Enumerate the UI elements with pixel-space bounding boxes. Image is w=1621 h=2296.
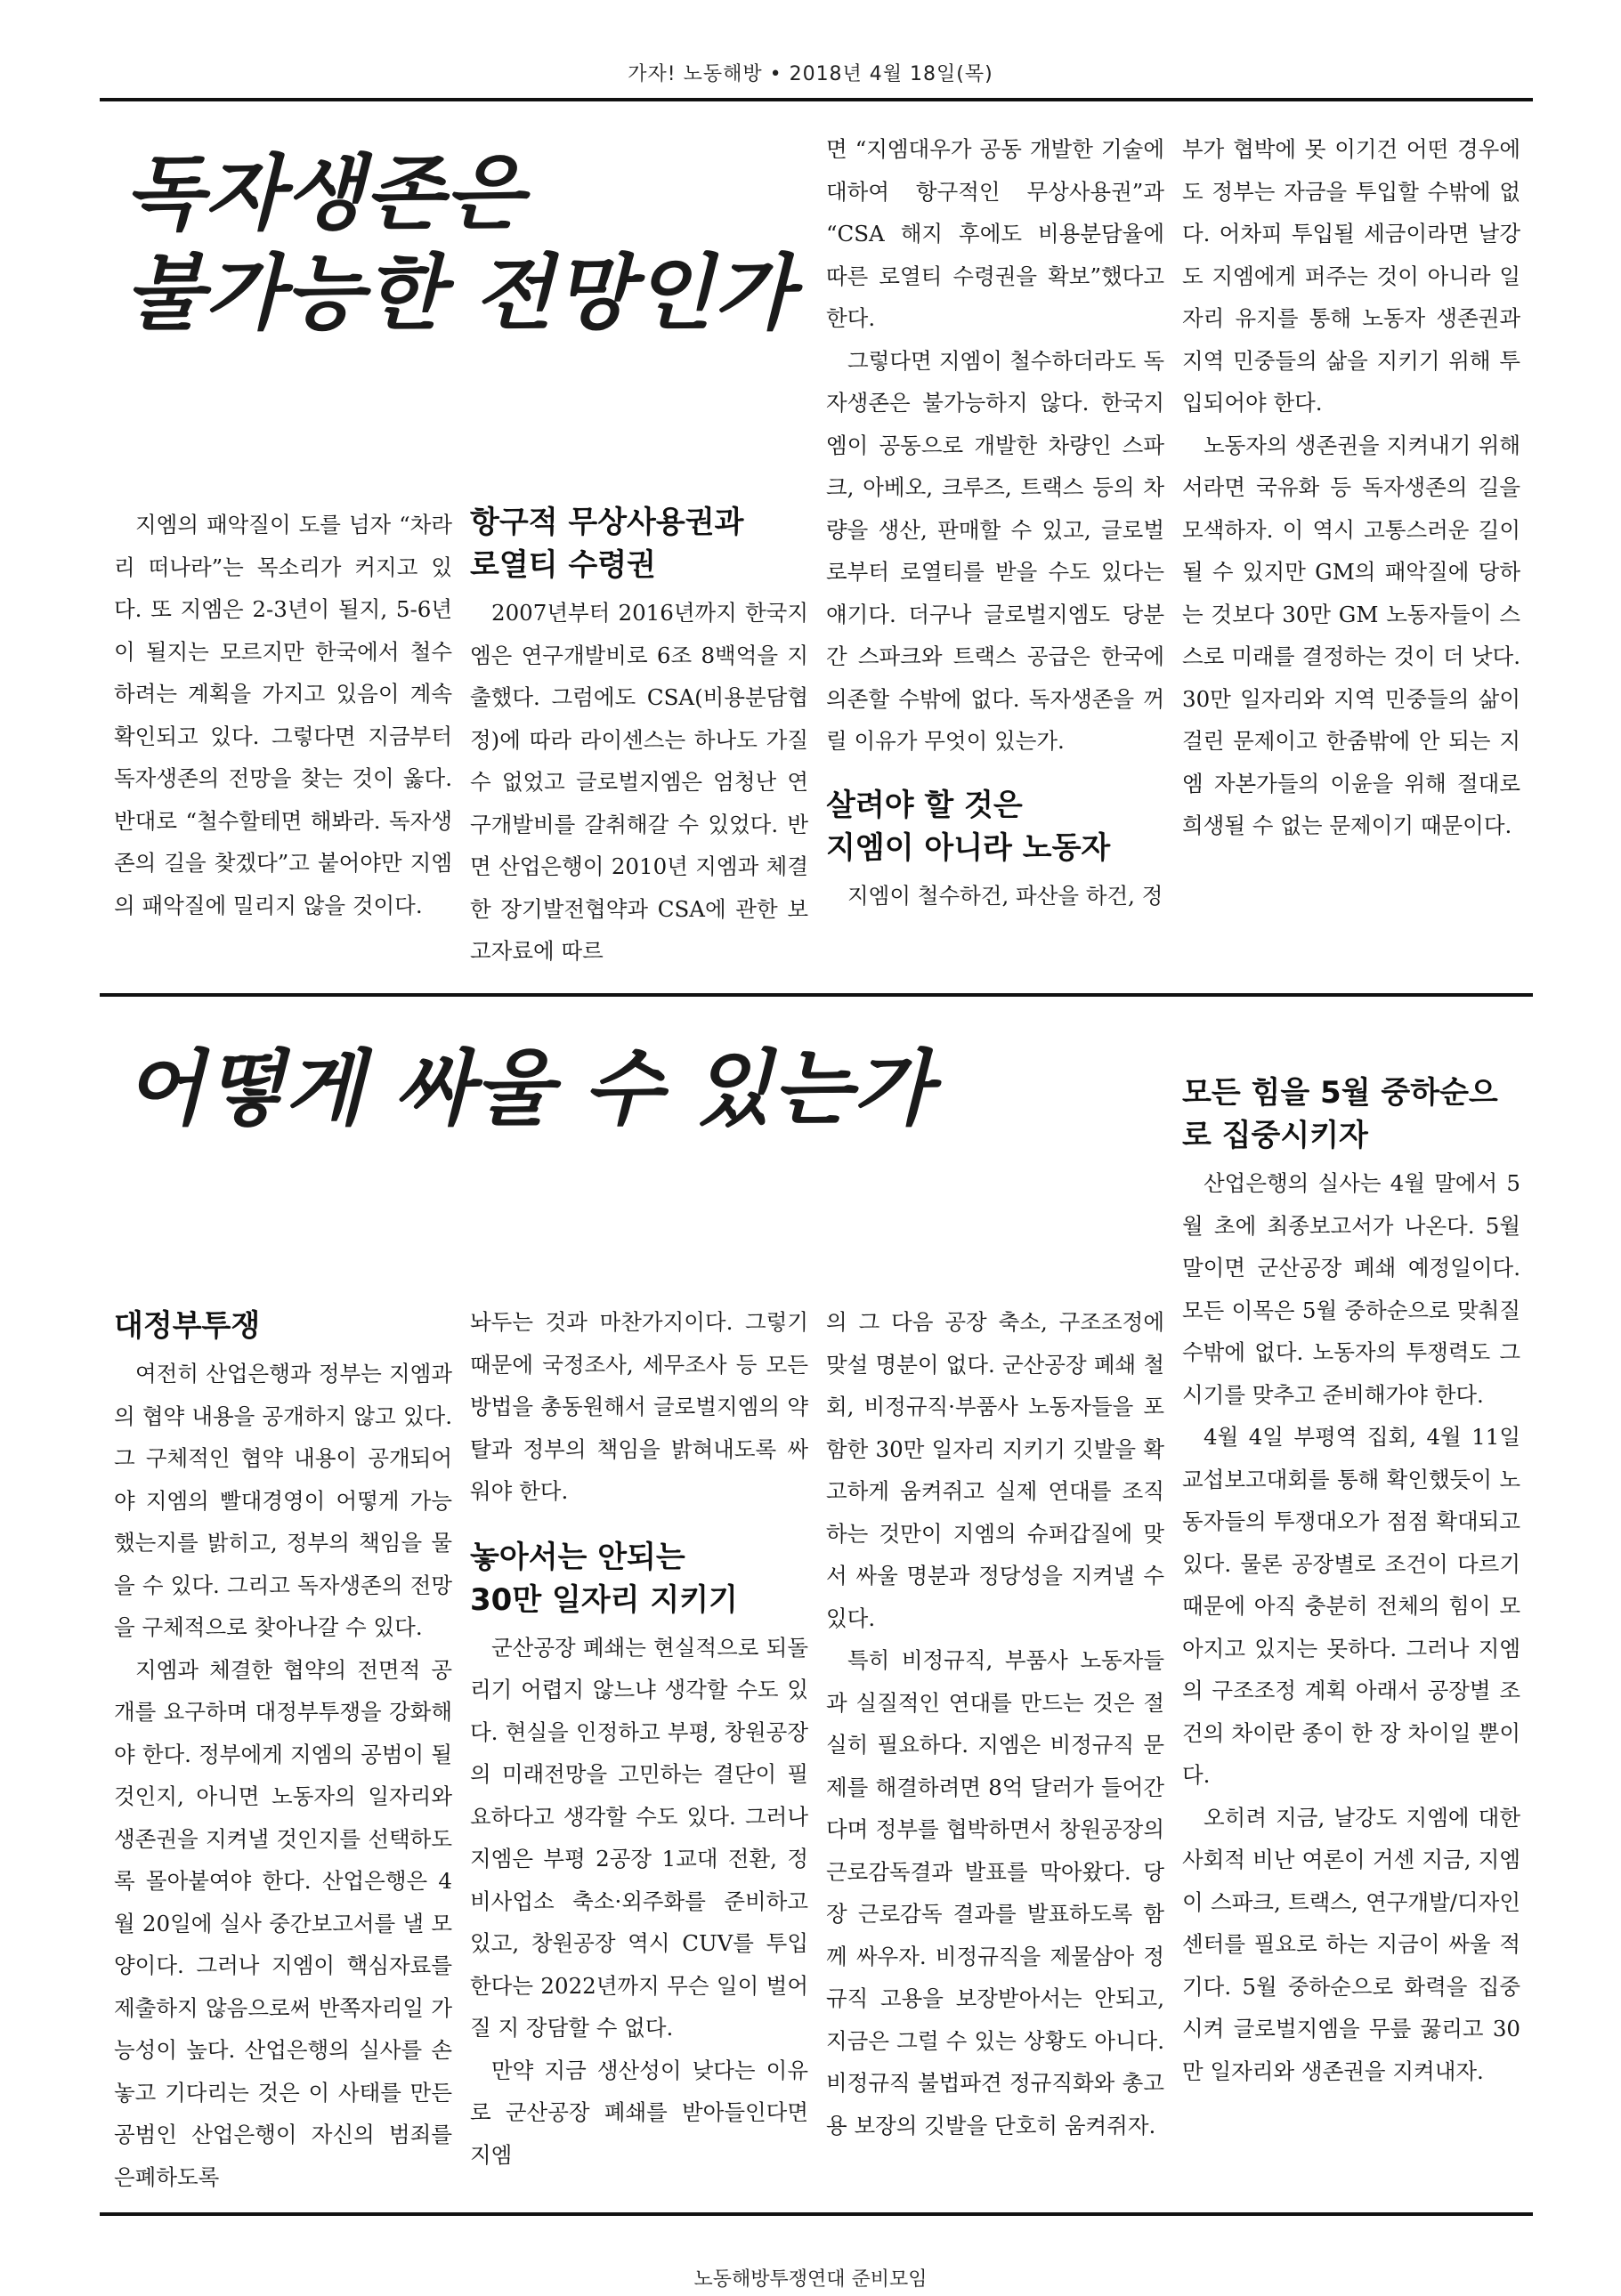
subheading-royalty: 항구적 무상사용권과 로열티 수령권	[470, 505, 744, 583]
section1-column-2	[470, 501, 808, 973]
paragraph: 지엠이 철수하건, 파산을 하건, 정	[847, 882, 1163, 909]
section1-column-3	[826, 128, 1164, 917]
section2-column-1	[114, 1305, 452, 2198]
section1-headline	[125, 144, 801, 344]
paragraph: 지엠과 체결한 협약의 전면적 공개를 요구하며 대정부투쟁을 강화해야 한다. 정부에게 지엠의 공범이 될 것인지, 아니면 노동자의 일자리와 생존권을 지켜낼 것인지를 선택하도록 몰아붙여야 한다. 산업은행은 4월 20일에 실사 중간보고서를 낼 모양이다. 그러나 지엠이 핵심자료를 제출하지 않음으로써 반쪽자리일 가능성이 높다. 산업은행의 실사를 손 놓고 기다리는 것은 이 사태를 만든 공범인 산업은행이 자신의 범죄를 은폐하도록	[114, 1656, 452, 2190]
paragraph: 여전히 산업은행과 정부는 지엠과의 협약 내용을 공개하지 않고 있다. 그 구체적인 협약 내용이 공개되어야 지엠의 빨대경영이 어떻게 가능했는지를 밝히고, 정부의 책임을 물을 수 있다. 그리고 독자생존의 전망을 구체적으로 찾아나갈 수 있다.	[114, 1361, 452, 1640]
paragraph: 놔두는 것과 마찬가지이다. 그렇기 때문에 국정조사, 세무조사 등 모든 방법을 총동원해서 글로벌지엠의 약탈과 정부의 책임을 밝혀내도록 싸워야 한다.	[470, 1309, 808, 1504]
section1-title-line2: 불가능한 전망인가	[125, 246, 795, 341]
paragraph: 지엠의 패악질이 도를 넘자 “차라리 떠나라”는 목소리가 커지고 있다. 또 지엠은 2-3년이 될지, 5-6년이 될지는 모르지만 한국에서 철수하려는 계획을 가지고 있음이 계속 확인되고 있다. 그렇다면 지금부터 독자생존의 전망을 찾는 것이 옳다. 반대로 “철수할테면 해봐라. 독자생존의 길을 찾겠다”고 붙어야만 지엠의 패악질에 밀리지 않을 것이다.	[114, 512, 452, 918]
section-divider	[100, 993, 1533, 997]
running-header: 가자! 노동해방 • 2018년 4월 18일(목)	[628, 63, 993, 85]
paragraph: 부가 협박에 못 이기건 어떤 경우에도 정부는 자금을 투입할 수밖에 없다. 어차피 투입될 세금이라면 날강도 지엠에게 퍼주는 것이 아니라 일자리 유지를 통해 노동자 생존권과 지역 민중들의 삶을 지키기 위해 투입되어야 한다.	[1182, 136, 1520, 416]
subheading-protect-300k-jobs: 놓아서는 안되는 30만 일자리 지키기	[470, 1539, 738, 1618]
section1-column-4	[1182, 128, 1520, 847]
paragraph: 노동자의 생존권을 지켜내기 위해서라면 국유화 등 독자생존의 길을 모색하자. 이 역시 고통스러운 길이 될 수 있지만 GM의 패악질에 당하는 것보다 30만 GM 노동자들이 스스로 미래를 결정하는 것이 더 낫다. 30만 일자리와 지역 민중들의 삶이 걸린 문제이고 한줌밖에 안 되는 지엠 자본가들의 이윤을 위해 절대로 희생될 수 없는 문제이기 때문이다.	[1182, 432, 1520, 838]
paragraph: 오히려 지금, 날강도 지엠에 대한 사회적 비난 여론이 거센 지금, 지엠이 스파크, 트랙스, 연구개발/디자인센터를 필요로 하는 지금이 싸울 적기다. 5월 중하순으로 화력을 집중시켜 글로벌지엠을 무릎 꿇리고 30만 일자리와 생존권을 지켜내자.	[1182, 1804, 1520, 2084]
section2-column-3	[826, 1301, 1164, 2146]
paragraph: 산업은행의 실사는 4월 말에서 5월 초에 최종보고서가 나온다. 5월 말이면 군산공장 폐쇄 예정일이다. 모든 이목은 5월 중하순으로 맞춰질 수밖에 없다. 노동자의 투쟁력도 그 시기를 맞추고 준비해가야 한다.	[1182, 1170, 1520, 1408]
section2-column-2	[470, 1301, 808, 2176]
paragraph: 면 “지엠대우가 공동 개발한 기술에 대하여 항구적인 무상사용권”과 “CSA 해지 후에도 비용분담율에 따른 로열티 수령권을 확보”했다고 한다.	[826, 136, 1164, 331]
section1-column-1	[114, 504, 452, 926]
section2-column-4	[1182, 1071, 1520, 2092]
subheading-anti-government-struggle: 대정부투쟁	[114, 1308, 261, 1344]
paragraph: 그렇다면 지엠이 철수하더라도 독자생존은 불가능하지 않다. 한국지엠이 공동으로 개발한 차량인 스파크, 아베오, 크루즈, 트랙스 등의 차량을 생산, 판매할 수 있고, 글로벌로부터 로열티를 받을 수도 있다는 얘기다. 더구나 글로벌지엠도 당분간 스파크와 트랙스 공급은 한국에 의존할 수밖에 없다. 독자생존을 꺼릴 이유가 무엇이 있는가.	[826, 347, 1164, 754]
paragraph: 2007년부터 2016년까지 한국지엠은 연구개발비로 6조 8백억을 지출했다. 그럼에도 CSA(비용분담협정)에 따라 라이센스는 하나도 가질 수 없었고 글로벌지엠은 엄청난 연구개발비를 갈취해갈 수 있었다. 반면 산업은행이 2010년 지엠과 체결한 장기발전협약과 CSA에 관한 보고자료에 따르	[470, 600, 808, 964]
footer-organization: 노동해방투쟁연대 준비모임	[693, 2268, 928, 2291]
paragraph: 군산공장 폐쇄는 현실적으로 되돌리기 어렵지 않느냐 생각할 수도 있다. 현실을 인정하고 부평, 창원공장의 미래전망을 고민하는 결단이 필요하다고 생각할 수도 있다. 그러나 지엠은 부평 2공장 1교대 전환, 정비사업소 축소·외주화를 준비하고 있고, 창원공장 역시 CUV를 투입한다는 2022년까지 무슨 일이 벌어질 지 장담할 수 없다.	[470, 1634, 808, 2041]
section2-title: 어떻게 싸울 수 있는가	[125, 1041, 933, 1136]
paragraph: 의 그 다음 공장 축소, 구조조정에 맞설 명분이 없다. 군산공장 폐쇄 철회, 비정규직·부품사 노동자들을 포함한 30만 일자리 지키기 깃발을 확고하게 움켜쥐고 실제 연대를 조직하는 것만이 지엠의 슈퍼갑질에 맞서 싸울 명분과 정당성을 지켜낼 수 있다.	[826, 1309, 1164, 1631]
top-rule	[100, 98, 1533, 101]
subheading-concentrate-may: 모든 힘을 5월 중하순으 로 집중시키자	[1182, 1075, 1498, 1153]
paragraph: 만약 지금 생산성이 낮다는 이유로 군산공장 폐쇄를 받아들인다면 지엠	[470, 2057, 808, 2168]
paragraph: 특히 비정규직, 부품사 노동자들과 실질적인 연대를 만드는 것은 절실히 필요하다. 지엠은 비정규직 문제를 해결하려면 8억 달러가 들어간다며 정부를 협박하면서 창원공장의 근로감독결과 발표를 막아왔다. 당장 근로감독 결과를 발표하도록 함께 싸우자. 비정규직을 제물삼아 정규직 고용을 보장받아서는 안되고, 지금은 그럴 수 있는 상황도 아니다. 비정규직 불법파견 정규직화와 총고용 보장의 깃발을 단호히 움켜쥐자.	[826, 1647, 1164, 2138]
subheading-save-workers: 살려야 할 것은 지엠이 아니라 노동자	[826, 787, 1111, 866]
paragraph: 4월 4일 부평역 집회, 4월 11일 교섭보고대회를 통해 확인했듯이 노동자들의 투쟁대오가 점점 확대되고 있다. 물론 공장별로 조건이 다르기 때문에 아직 충분히 전체의 힘이 모아지고 있지는 못하다. 그러나 지엠의 구조조정 계획 아래서 공장별 조건의 차이란 종이 한 장 차이일 뿐이다.	[1182, 1424, 1520, 1788]
section2-headline	[125, 1039, 1104, 1139]
bottom-rule	[100, 2212, 1533, 2216]
section1-title-line1: 독자생존은	[125, 146, 525, 241]
